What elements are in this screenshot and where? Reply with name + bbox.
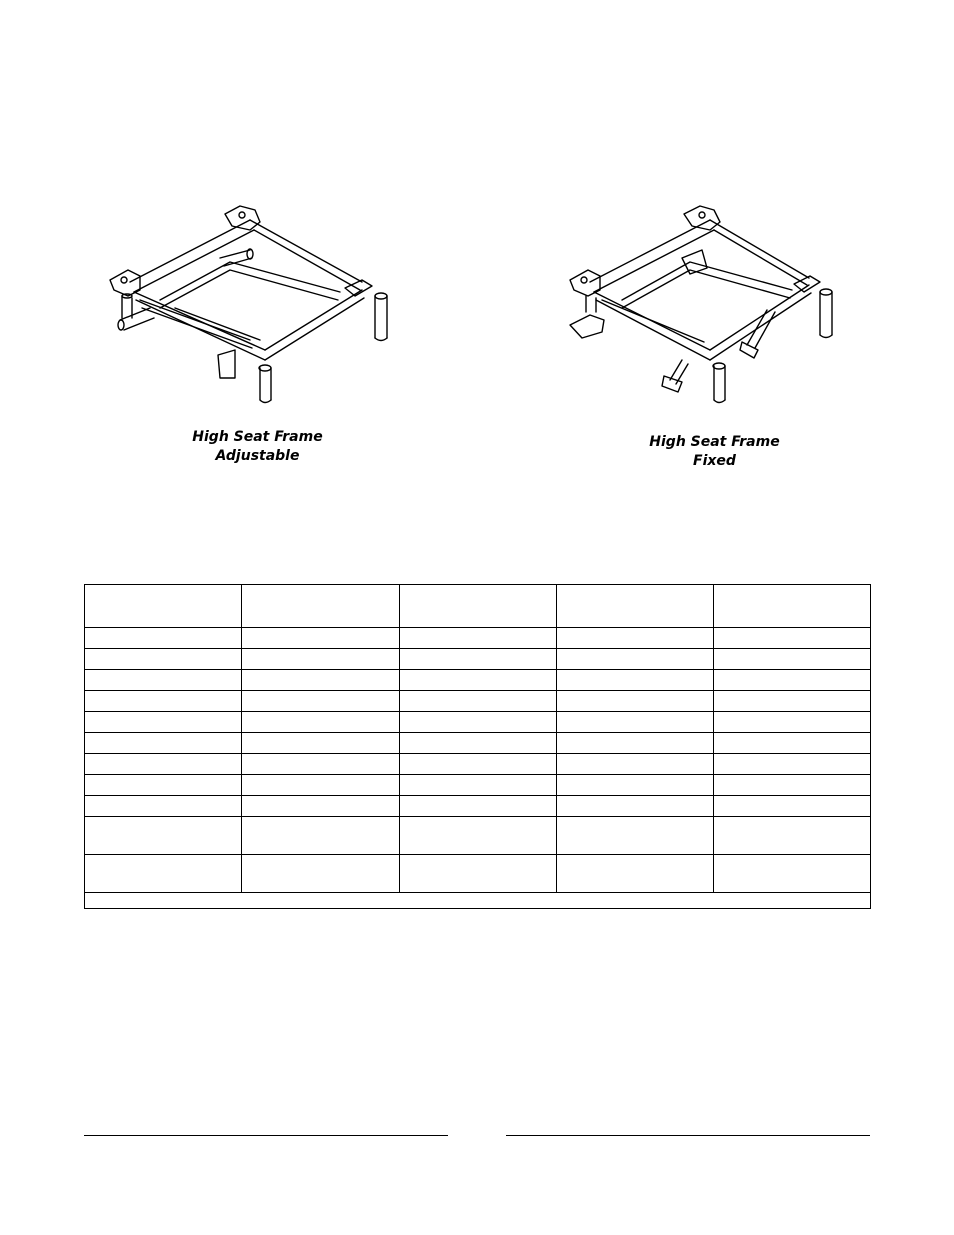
table-cell [85,775,242,796]
table-cell [400,628,557,649]
seat-frame-fixed-drawing [562,200,852,415]
table-cell [242,817,400,855]
table-cell [85,796,242,817]
table-cell [400,691,557,712]
table-cell [400,817,557,855]
figure-high-seat-frame-adjustable [100,200,400,415]
table-cell [557,628,714,649]
table-cell [400,733,557,754]
table-cell [714,585,871,628]
table-cell [85,754,242,775]
table-cell [400,670,557,691]
table-cell [557,585,714,628]
figure-high-seat-frame-fixed [562,200,852,415]
footer-rule-right [506,1135,870,1136]
table-cell [557,754,714,775]
table-cell [242,754,400,775]
table-cell [400,796,557,817]
table-row [85,628,871,649]
table-cell [714,649,871,670]
spec-table [84,584,871,909]
table-row [85,649,871,670]
table-row [85,691,871,712]
table-cell [400,855,557,893]
table-cell [714,775,871,796]
table-cell [242,585,400,628]
table-cell [85,649,242,670]
table-cell [557,733,714,754]
table-cell [242,712,400,733]
table-cell [85,855,242,893]
table-row [85,775,871,796]
table-cell [85,670,242,691]
figure-caption-fixed [632,433,797,471]
table-cell [85,712,242,733]
table-row [85,796,871,817]
table-header-row [85,585,871,628]
table-row [85,855,871,893]
table-cell [85,628,242,649]
table-row [85,670,871,691]
caption-line-1: High Seat Frame [192,429,323,445]
table-cell [714,670,871,691]
caption-line-1: High Seat Frame [649,434,780,450]
table-cell [714,817,871,855]
table-cell [557,775,714,796]
table-row [85,817,871,855]
table-cell [242,775,400,796]
table-cell [714,712,871,733]
table-cell [557,691,714,712]
seat-frame-adjustable-drawing [100,200,400,415]
caption-line-2: Fixed [693,453,736,469]
table-cell [714,691,871,712]
table-cell [85,817,242,855]
table-cell [557,817,714,855]
table-cell [400,712,557,733]
table-footer-cell [85,893,871,909]
table-cell [400,585,557,628]
table-cell [85,585,242,628]
table-cell [242,796,400,817]
table-cell [400,649,557,670]
table-cell [714,628,871,649]
table-cell [557,649,714,670]
table-cell [714,733,871,754]
table-row [85,733,871,754]
table-cell [557,855,714,893]
table-cell [242,733,400,754]
figure-caption-adjustable [175,428,340,466]
table-cell [242,670,400,691]
table-cell [400,775,557,796]
table-cell [400,754,557,775]
footer-rule-left [84,1135,448,1136]
table-cell [557,670,714,691]
table-cell [242,628,400,649]
table-cell [85,733,242,754]
table-cell [242,855,400,893]
table-row [85,754,871,775]
table-footer-row [85,893,871,909]
table-cell [557,712,714,733]
table-row [85,712,871,733]
table-cell [242,649,400,670]
table-cell [714,796,871,817]
table-cell [714,855,871,893]
caption-line-2: Adjustable [215,448,300,464]
table-cell [242,691,400,712]
table-cell [85,691,242,712]
table-cell [714,754,871,775]
table-cell [557,796,714,817]
